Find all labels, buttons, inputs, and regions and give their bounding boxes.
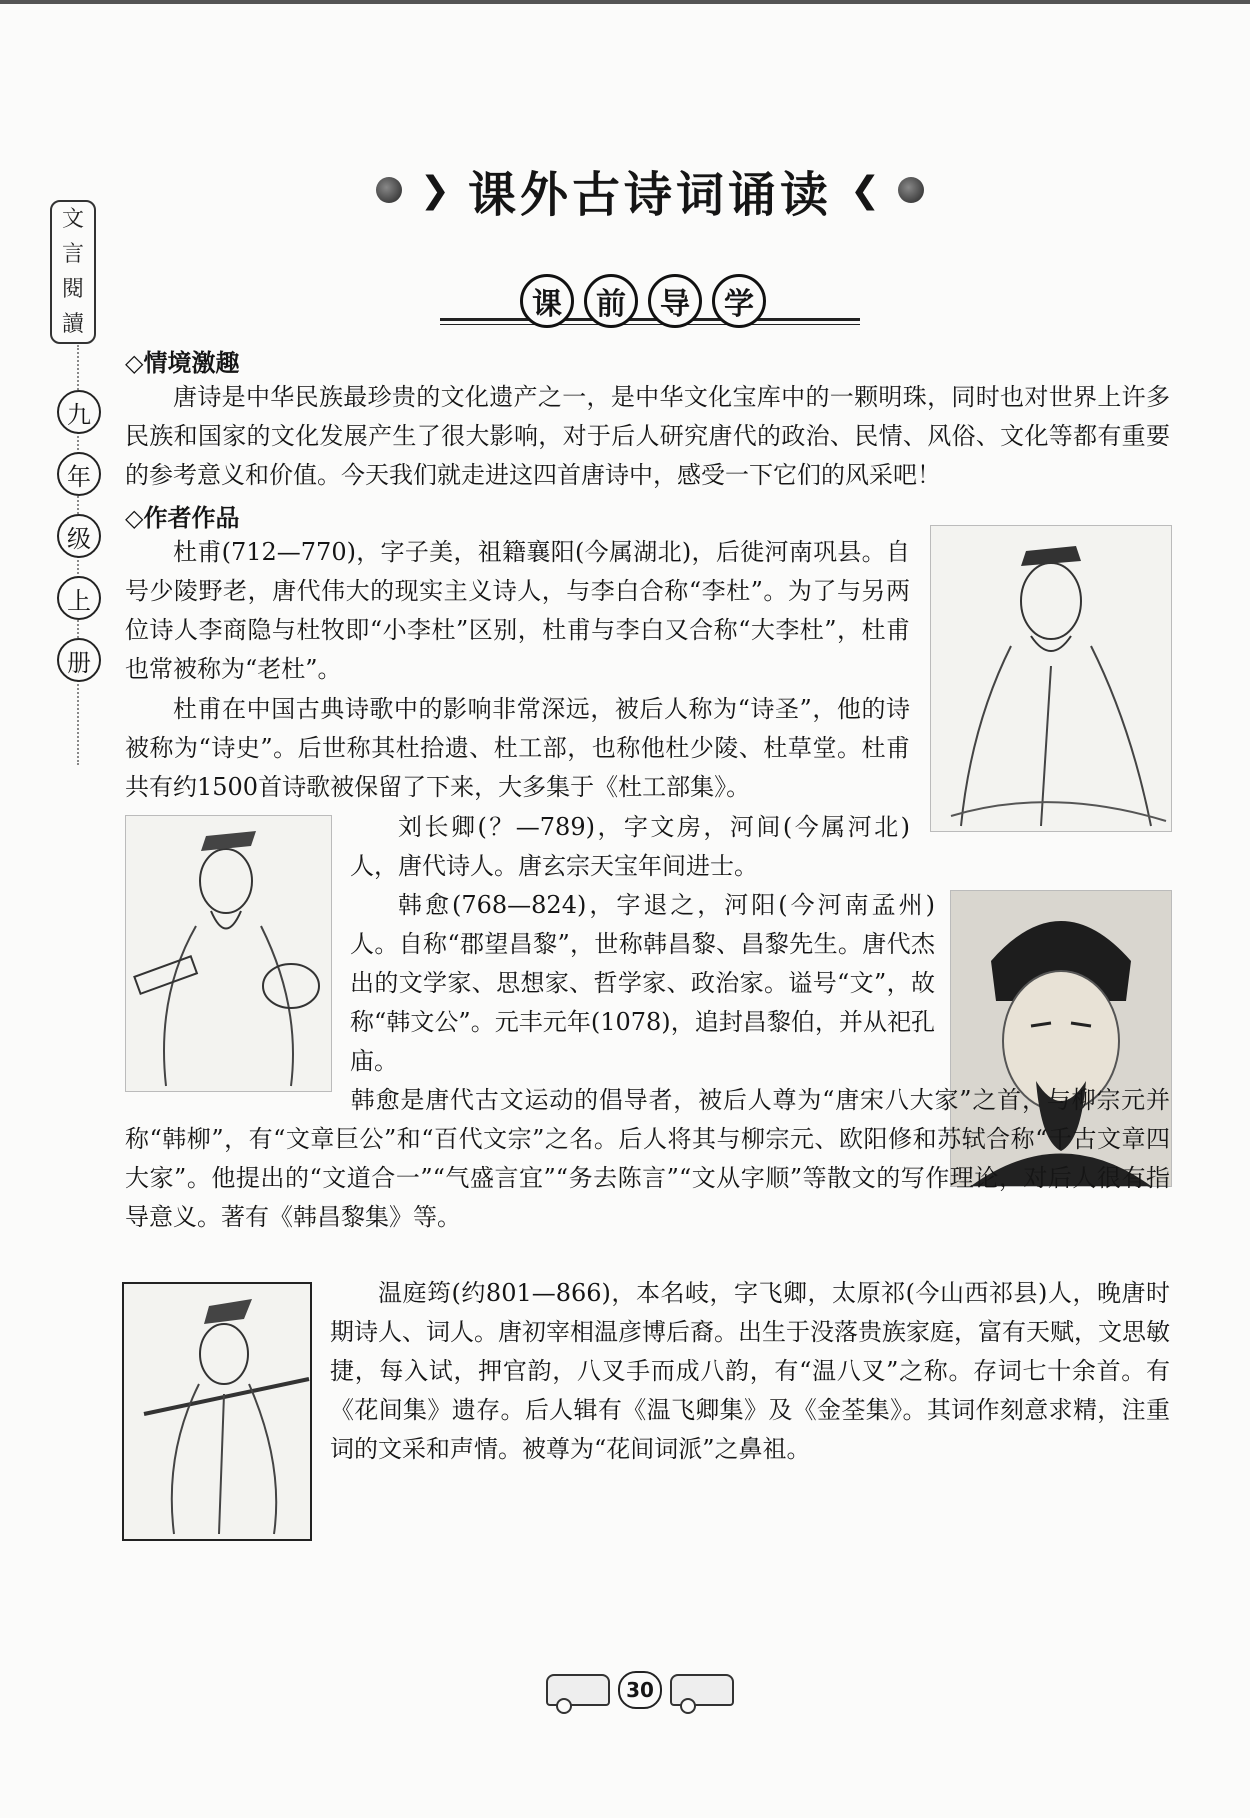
dufu-paragraph-2: 杜甫在中国古典诗歌中的影响非常深远，被后人称为“诗圣”，他的诗被称为“诗史”。后世称其杜拾遗、杜工部，也称他杜少陵、杜草堂。杜甫共有约1500首诗歌被保留了下来，大多集于《杜工部集》。 [125, 695, 910, 801]
side-seal [50, 200, 96, 344]
seal-char: 言 [61, 241, 84, 267]
grade-char: 册 [57, 638, 101, 682]
title-dot-right-icon [898, 177, 924, 203]
intro-heading: ◇情境激趣 [125, 349, 240, 377]
page-footer [540, 1665, 740, 1715]
page-title: 课外古诗词诵读 [467, 166, 832, 223]
hanyu-paragraph-2 [125, 1081, 1170, 1237]
liuchangqing-paragraph: 刘长卿(？—789)，字文房，河间(今属河北)人，唐代诗人。唐玄宗天宝年间进士。 [350, 813, 910, 880]
section-char: 课 [520, 274, 574, 328]
hanyu-paragraph-1: 韩愈(768—824)，字退之，河阳(今河南孟州)人。自称“郡望昌黎”，世称韩昌黎、昌黎先生。唐代杰出的文学家、思想家、哲学家、政治家。谥号“文”，故称“韩文公”。元丰元年(1078)，追封昌黎伯，并从祀孔庙。 [350, 891, 935, 1075]
title-dot-left-icon [376, 177, 402, 203]
grade-char: 年 [57, 452, 101, 496]
section-char: 前 [584, 274, 638, 328]
hanyu-paragraph-2-text: 韩愈是唐代古文运动的倡导者，被后人尊为“唐宋八大家”之首，与柳宗元并称“韩柳”，有“文章巨公”和“百代文宗”之名。后人将其与柳宗元、欧阳修和苏轼合称“千古文章四大家”。他提出的“文道合一”“气盛言宜”“务去陈言”“文从字顺”等散文的写作理论，对后人很有指导意义。著有《韩昌黎集》等。 [125, 1086, 1170, 1231]
section-char: 学 [712, 274, 766, 328]
seal-char: 閱 [61, 276, 84, 302]
grade-char: 九 [57, 390, 101, 434]
intro-text: 唐诗是中华民族最珍贵的文化遗产之一，是中华文化宝库中的一颗明珠，同时也对世界上许多民族和国家的文化发展产生了很大影响，对于后人研究唐代的政治、民情、风俗、文化等都有重要的参考意义和价值。今天我们就走进这四首唐诗中，感受一下它们的风采吧！ [125, 383, 1170, 489]
wentingyun-paragraph: 温庭筠(约801—866)，本名岐，字飞卿，太原祁(今山西祁县)人，晚唐时期诗人、词人。唐初宰相温彦博后裔。出生于没落贵族家庭，富有天赋，文思敏捷，每入试，押官韵，八叉手而成八韵，有“温八叉”之称。存词七十余首。有《花间集》遗存。后人辑有《温飞卿集》及《金荃集》。其词作刻意求精，注重词的文采和声情。被尊为“花间词派”之鼻祖。 [330, 1279, 1170, 1463]
grade-char: 级 [57, 514, 101, 558]
chevron-right-icon: ❯ [419, 169, 450, 211]
chevron-left-icon: ❮ [850, 169, 881, 211]
authors-heading: ◇作者作品 [125, 504, 240, 532]
top-rule [0, 0, 1250, 4]
grade-marker [57, 390, 101, 682]
grade-char: 上 [57, 576, 101, 620]
dufu-portrait-image [930, 525, 1172, 832]
seal-char: 讀 [61, 311, 84, 337]
dufu-paragraph-1: 杜甫(712—770)，字子美，祖籍襄阳(今属湖北)，后徙河南巩县。自号少陵野老，唐代伟大的现实主义诗人，与李白合称“李杜”。为了与另两位诗人李商隐与杜牧即“小李杜”区别，杜甫与李白又合称“大李杜”，杜甫也常被称为“老杜”。 [125, 538, 910, 683]
page-number: 30 [618, 1671, 662, 1709]
carriage-right-icon [670, 1674, 734, 1706]
seal-char: 文 [61, 206, 84, 232]
page-title-bar [360, 150, 940, 230]
liuchangqing-portrait-image [125, 815, 332, 1092]
section-char: 导 [648, 274, 702, 328]
wentingyun-portrait-image [122, 1282, 312, 1541]
carriage-left-icon [546, 1674, 610, 1706]
section-header [440, 270, 860, 340]
